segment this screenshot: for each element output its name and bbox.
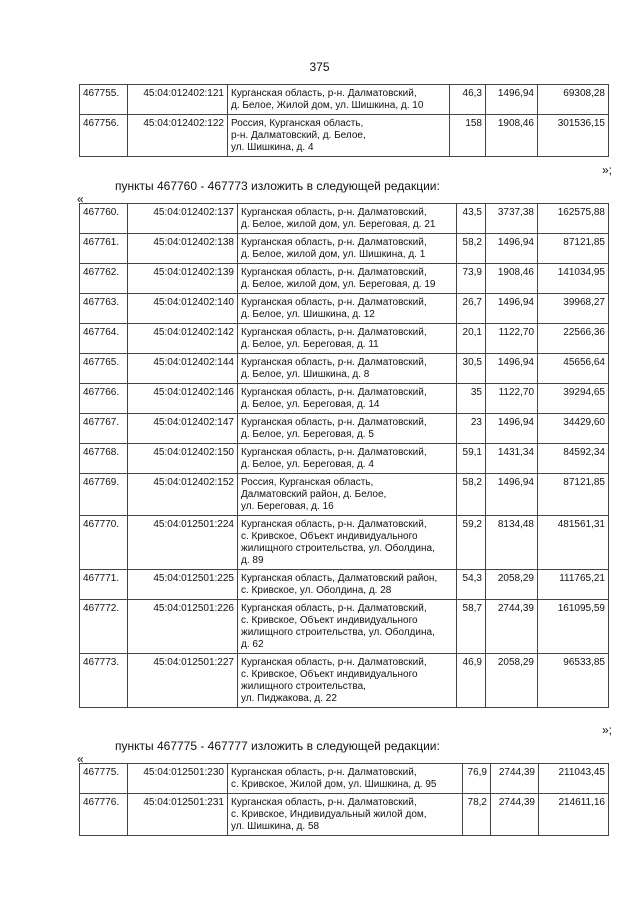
cadastral-number: 45:04:012402:150 [128, 444, 238, 474]
address-line: жилищного строительства, ул. Оболдина, [241, 543, 435, 554]
table-row [80, 294, 609, 324]
cadastral-value: 34429,60 [538, 414, 609, 444]
address-line: ул. Пиджакова, д. 22 [241, 693, 337, 704]
table-row [80, 115, 609, 157]
unit-price-value: 1908,46 [486, 264, 538, 294]
cadastral-value: 211043,45 [539, 764, 609, 794]
property-address [238, 474, 457, 516]
address-line: с. Кривское, Индивидуальный жилой дом, [231, 809, 427, 820]
row-number: 467770. [80, 516, 128, 570]
address-line: Россия, Курганская область, [231, 118, 364, 129]
address-line: д. 62 [241, 639, 264, 650]
address-line: с. Кривское, Объект индивидуального [241, 615, 418, 626]
cadastral-value: 69308,28 [538, 85, 609, 115]
cadastral-value: 111765,21 [538, 570, 609, 600]
unit-price-value: 1122,70 [486, 324, 538, 354]
area-value: 46,9 [457, 654, 486, 708]
address-line: д. Белое, ул. Береговая, д. 5 [241, 429, 374, 440]
property-address [238, 324, 457, 354]
property-table-1 [79, 84, 609, 157]
area-value: 23 [457, 414, 486, 444]
address-line: Курганская область, р-н. Далматовский, [241, 327, 427, 338]
row-number: 467772. [80, 600, 128, 654]
row-number: 467760. [80, 204, 128, 234]
page-number: 375 [309, 60, 330, 74]
address-line: ул. Шишкина, д. 58 [231, 821, 320, 832]
cadastral-number: 45:04:012402:137 [128, 204, 238, 234]
unit-price-value: 2744,39 [486, 600, 538, 654]
row-number: 467776. [80, 794, 128, 836]
address-line: с. Кривское, Объект индивидуального [241, 669, 418, 680]
property-address [238, 384, 457, 414]
table-row [80, 600, 609, 654]
property-address [238, 294, 457, 324]
area-value: 43,5 [457, 204, 486, 234]
property-address [238, 264, 457, 294]
cadastral-number: 45:04:012402:121 [128, 85, 228, 115]
table-row [80, 324, 609, 354]
property-address [238, 204, 457, 234]
area-value: 73,9 [457, 264, 486, 294]
address-line: Курганская область, р-н. Далматовский, [241, 207, 427, 218]
table-row [80, 474, 609, 516]
unit-price-value: 1496,94 [486, 234, 538, 264]
address-line: Курганская область, р-н. Далматовский, [241, 387, 427, 398]
unit-price-value: 1496,94 [486, 474, 538, 516]
cadastral-value: 161095,59 [538, 600, 609, 654]
row-number: 467764. [80, 324, 128, 354]
cadastral-number: 45:04:012402:147 [128, 414, 238, 444]
closing-quote-2: »; [601, 723, 612, 737]
table-row [80, 414, 609, 444]
cadastral-number: 45:04:012402:152 [128, 474, 238, 516]
property-address [238, 654, 457, 708]
unit-price-value: 1122,70 [486, 384, 538, 414]
address-line: д. Белое, жилой дом, ул. Шишкина, д. 1 [241, 249, 426, 260]
unit-price-value: 8134,48 [486, 516, 538, 570]
address-line: д. Белое, ул. Береговая, д. 11 [241, 339, 379, 350]
cadastral-value: 87121,85 [538, 234, 609, 264]
area-value: 58,2 [457, 234, 486, 264]
address-line: с. Кривское, Жилой дом, ул. Шишкина, д. 95 [231, 779, 437, 790]
cadastral-value: 214611,16 [539, 794, 609, 836]
property-address [238, 570, 457, 600]
table-row [80, 234, 609, 264]
cadastral-number: 45:04:012501:230 [128, 764, 228, 794]
area-value: 158 [450, 115, 486, 157]
address-line: Курганская область, р-н. Далматовский, [241, 657, 427, 668]
row-number: 467768. [80, 444, 128, 474]
cadastral-number: 45:04:012501:226 [128, 600, 238, 654]
area-value: 26,7 [457, 294, 486, 324]
cadastral-number: 45:04:012402:122 [128, 115, 228, 157]
cadastral-number: 45:04:012402:142 [128, 324, 238, 354]
address-line: ул. Шишкина, д. 4 [231, 142, 314, 153]
address-line: Курганская область, р-н. Далматовский, [241, 267, 427, 278]
row-number: 467755. [80, 85, 128, 115]
address-line: д. Белое, ул. Шишкина, д. 12 [241, 309, 375, 320]
row-number: 467762. [80, 264, 128, 294]
cadastral-number: 45:04:012501:225 [128, 570, 238, 600]
opening-quote-1: « [77, 192, 84, 206]
unit-price-value: 2744,39 [491, 764, 539, 794]
property-address [238, 516, 457, 570]
unit-price-value: 3737,38 [486, 204, 538, 234]
area-value: 59,1 [457, 444, 486, 474]
cadastral-number: 45:04:012501:227 [128, 654, 238, 708]
cadastral-value: 87121,85 [538, 474, 609, 516]
cadastral-number: 45:04:012402:138 [128, 234, 238, 264]
cadastral-value: 45656,64 [538, 354, 609, 384]
row-number: 467773. [80, 654, 128, 708]
cadastral-value: 39294,65 [538, 384, 609, 414]
property-address [238, 444, 457, 474]
address-line: Курганская область, р-н. Далматовский, [231, 767, 417, 778]
amendment-instruction-2: пункты 467775 - 467777 изложить в следующей редакции: [115, 739, 440, 753]
row-number: 467767. [80, 414, 128, 444]
table-row [80, 516, 609, 570]
address-line: ул. Береговая, д. 16 [241, 501, 334, 512]
unit-price-value: 1496,94 [486, 294, 538, 324]
opening-quote-2: « [77, 752, 84, 766]
unit-price-value: 2058,29 [486, 654, 538, 708]
table-row [80, 85, 609, 115]
unit-price-value: 2744,39 [491, 794, 539, 836]
address-line: д. Белое, ул. Береговая, д. 4 [241, 459, 374, 470]
row-number: 467756. [80, 115, 128, 157]
address-line: жилищного строительства, ул. Оболдина, [241, 627, 435, 638]
cadastral-number: 45:04:012501:231 [128, 794, 228, 836]
property-address [238, 600, 457, 654]
address-line: д. Белое, Жилой дом, ул. Шишкина, д. 10 [231, 100, 424, 111]
property-address [238, 354, 457, 384]
address-line: р-н. Далматовский, д. Белое, [231, 130, 366, 141]
address-line: Курганская область, р-н. Далматовский, [241, 357, 427, 368]
area-value: 20,1 [457, 324, 486, 354]
row-number: 467765. [80, 354, 128, 384]
address-line: Курганская область, р-н. Далматовский, [241, 519, 427, 530]
address-line: Далматовский район, д. Белое, [241, 489, 387, 500]
cadastral-number: 45:04:012402:144 [128, 354, 238, 384]
cadastral-number: 45:04:012402:139 [128, 264, 238, 294]
unit-price-value: 1431,34 [486, 444, 538, 474]
address-line: д. Белое, ул. Шишкина, д. 8 [241, 369, 370, 380]
table-row [80, 264, 609, 294]
cadastral-value: 301536,15 [538, 115, 609, 157]
address-line: Курганская область, р-н. Далматовский, [241, 603, 427, 614]
cadastral-value: 39968,27 [538, 294, 609, 324]
table-row [80, 444, 609, 474]
address-line: с. Кривское, ул. Оболдина, д. 28 [241, 585, 392, 596]
cadastral-number: 45:04:012501:224 [128, 516, 238, 570]
row-number: 467761. [80, 234, 128, 264]
area-value: 58,7 [457, 600, 486, 654]
address-line: д. Белое, ул. Береговая, д. 14 [241, 399, 380, 410]
cadastral-value: 22566,36 [538, 324, 609, 354]
address-line: Курганская область, р-н. Далматовский, [241, 417, 427, 428]
property-table-3 [79, 763, 609, 836]
table-row [80, 794, 609, 836]
address-line: Курганская область, р-н. Далматовский, [241, 447, 427, 458]
cadastral-value: 162575,88 [538, 204, 609, 234]
row-number: 467766. [80, 384, 128, 414]
area-value: 76,9 [463, 764, 491, 794]
table-row [80, 654, 609, 708]
address-line: Курганская область, р-н. Далматовский, [231, 797, 417, 808]
amendment-instruction-1: пункты 467760 - 467773 изложить в следующей редакции: [115, 179, 440, 193]
address-line: Курганская область, р-н. Далматовский, [241, 237, 427, 248]
cadastral-number: 45:04:012402:140 [128, 294, 238, 324]
unit-price-value: 1908,46 [486, 115, 538, 157]
property-address [228, 764, 463, 794]
cadastral-value: 141034,95 [538, 264, 609, 294]
row-number: 467763. [80, 294, 128, 324]
unit-price-value: 1496,94 [486, 85, 538, 115]
address-line: Курганская область, Далматовский район, [241, 573, 438, 584]
address-line: Курганская область, р-н. Далматовский, [231, 88, 417, 99]
address-line: Россия, Курганская область, [241, 477, 374, 488]
area-value: 59,2 [457, 516, 486, 570]
property-address [228, 85, 450, 115]
property-table-2 [79, 203, 609, 708]
area-value: 46,3 [450, 85, 486, 115]
area-value: 54,3 [457, 570, 486, 600]
address-line: Курганская область, р-н. Далматовский, [241, 297, 427, 308]
table-row [80, 204, 609, 234]
cadastral-number: 45:04:012402:146 [128, 384, 238, 414]
area-value: 30,5 [457, 354, 486, 384]
area-value: 35 [457, 384, 486, 414]
property-address [238, 234, 457, 264]
area-value: 78,2 [463, 794, 491, 836]
row-number: 467771. [80, 570, 128, 600]
row-number: 467769. [80, 474, 128, 516]
row-number: 467775. [80, 764, 128, 794]
address-line: д. 89 [241, 555, 264, 566]
table-row [80, 354, 609, 384]
unit-price-value: 1496,94 [486, 414, 538, 444]
cadastral-value: 96533,85 [538, 654, 609, 708]
table-row [80, 570, 609, 600]
address-line: д. Белое, жилой дом, ул. Береговая, д. 19 [241, 279, 436, 290]
cadastral-value: 84592,34 [538, 444, 609, 474]
address-line: с. Кривское, Объект индивидуального [241, 531, 418, 542]
property-address [228, 115, 450, 157]
address-line: д. Белое, жилой дом, ул. Береговая, д. 21 [241, 219, 436, 230]
table-row [80, 384, 609, 414]
property-address [228, 794, 463, 836]
unit-price-value: 1496,94 [486, 354, 538, 384]
cadastral-value: 481561,31 [538, 516, 609, 570]
address-line: жилищного строительства, [241, 681, 366, 692]
table-row [80, 764, 609, 794]
unit-price-value: 2058,29 [486, 570, 538, 600]
area-value: 58,2 [457, 474, 486, 516]
property-address [238, 414, 457, 444]
closing-quote-1: »; [601, 163, 612, 177]
